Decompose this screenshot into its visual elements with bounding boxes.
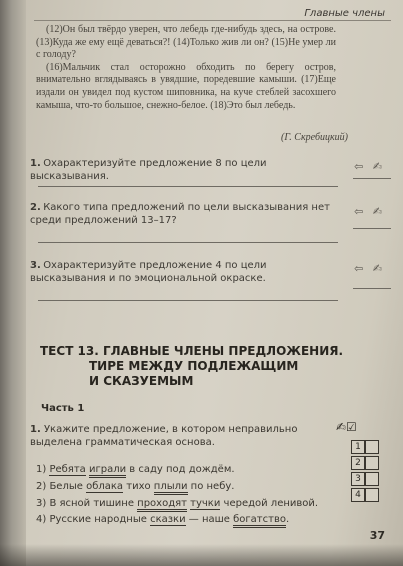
question-text: Какого типа предложений по цели высказывания нет среди предложений 13–17? [30,202,330,226]
predicate-word: богатство [233,514,286,528]
option-2[interactable] [36,479,336,496]
predicate-word: проходят [137,498,187,512]
question-3 [30,260,330,285]
test-title-line: ТЕСТ 13. ГЛАВНЫЕ ЧЛЕНЫ ПРЕДЛОЖЕНИЯ. [40,344,344,358]
question-number: 1. [30,158,41,169]
option-3[interactable] [36,496,336,513]
option-text: 2) Белые [36,480,87,492]
bottom-shadow [0,544,403,566]
answer-box-row[interactable] [344,456,384,471]
test-title [40,344,344,389]
option-text: в саду под дождём. [126,464,235,475]
answer-checkbox[interactable] [365,456,379,470]
pencil-arrow-icon: ⇦ ✍ [354,160,385,173]
task-text: Укажите предложение, в котором неправильно выделена грамматическая основа. [30,424,298,448]
question-text: Охарактеризуйте предложение 8 по цели высказывания. [30,158,267,182]
answer-box-row[interactable] [344,488,384,503]
pencil-checkbox-icon: ✍☑ [336,420,357,434]
pencil-arrow-icon: ⇦ ✍ [354,262,385,275]
question-number: 3. [30,260,41,271]
subject-word: сказки [150,514,186,526]
predicate-word: играли [89,464,126,478]
answer-boxes [344,440,384,504]
subject-word: тучки [190,497,221,509]
answer-box-number: 2 [351,456,365,470]
question-text: Охарактеризуйте предложение 4 по цели высказывания и по эмоциональной окраске. [30,260,267,284]
answer-box-number: 4 [351,488,365,502]
subject-word: Ребята [49,464,86,475]
option-4[interactable] [36,512,336,529]
option-text: 3) В ясной тишине [36,497,138,509]
passage-paragraph: (16)Мальчик стал осторожно обходить по берегу остров, внимательно вглядываясь в увядшие, поредевшие камыши. (17)Еще издали он увидел под кустом шиповника, на куче стеблей засохшего камыша, что-то большое, снежно-белое. (18)Это был лебедь. [36,61,336,111]
question-2 [30,202,330,227]
margin-answer-line[interactable] [353,288,391,289]
answer-box-number: 3 [351,472,365,486]
test-title-line: ТИРЕ МЕЖДУ ПОДЛЕЖАЩИМ [89,359,299,373]
reading-passage [36,24,336,112]
passage-author: (Г. Скребицкий) [281,132,348,143]
answer-box-number: 1 [351,440,365,454]
option-text: тихо [123,480,154,492]
option-text: — наше [185,514,234,526]
answer-line[interactable] [38,186,338,187]
subject-word: облака [86,480,124,492]
answer-checkbox[interactable] [365,488,379,502]
header-divider [34,20,391,21]
running-header: Главные члены [304,8,385,19]
option-text: чередой ленивой. [220,497,319,509]
answer-options [36,462,336,529]
predicate-word: плыли [154,481,188,495]
page-number: 37 [369,529,385,542]
task-1 [30,424,335,449]
margin-answer-line[interactable] [353,178,391,179]
question-1 [30,158,330,183]
left-page-edge [0,0,26,566]
answer-checkbox[interactable] [365,440,379,454]
passage-paragraph: (12)Он был твёрдо уверен, что лебедь где-нибудь здесь, на острове. (13)Куда же ему ещё деваться?! (14)Только жив ли он? (15)Не умер ли с голоду? [36,24,336,61]
pencil-arrow-icon: ⇦ ✍ [354,205,385,218]
option-text: по небу. [187,480,235,492]
answer-line[interactable] [38,300,338,301]
question-number: 2. [30,202,41,213]
answer-line[interactable] [38,242,338,243]
option-1[interactable] [36,462,336,479]
option-text: 1) [36,464,50,475]
answer-box-row[interactable] [344,440,384,455]
task-number: 1. [30,424,41,435]
part-label: Часть 1 [41,403,85,414]
margin-answer-line[interactable] [353,228,391,229]
test-title-line: И СКАЗУЕМЫМ [89,374,194,388]
option-text: . [285,514,290,526]
answer-box-row[interactable] [344,472,384,487]
option-text: 4) Русские народные [36,514,151,526]
answer-checkbox[interactable] [365,472,379,486]
